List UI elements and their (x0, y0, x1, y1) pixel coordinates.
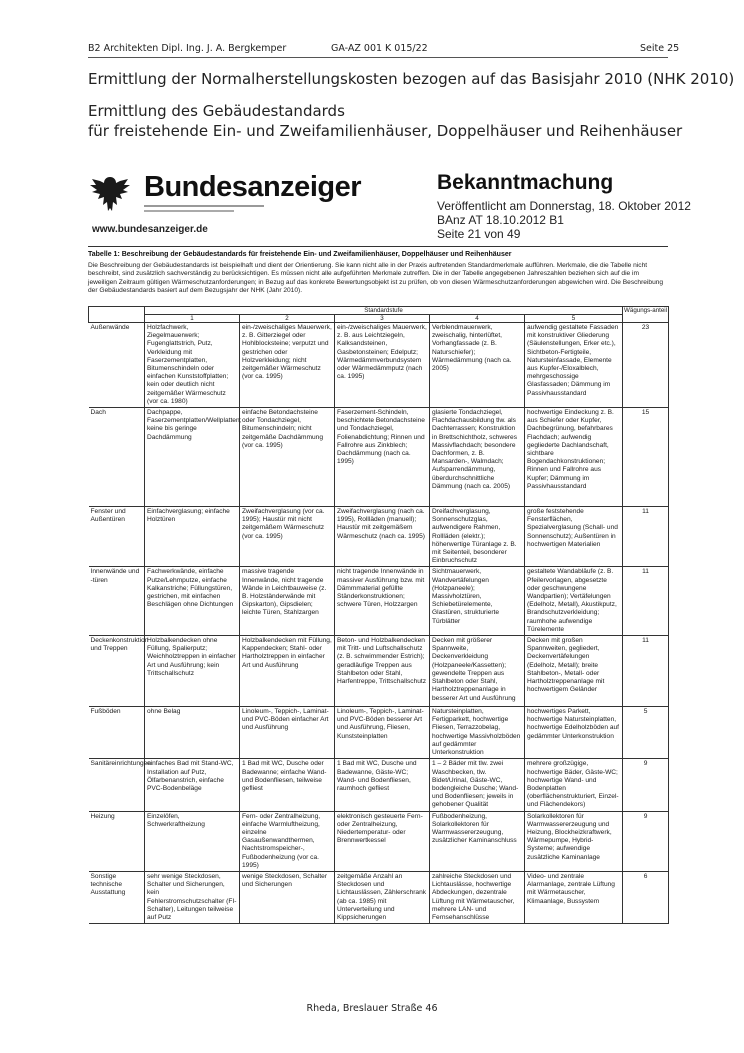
standard-cell: Decken mit größerer Spannweite, Deckenverkleidung (Holzpaneele/Kassetten); gewendelte Treppen aus Stahlbeton oder Stahl, Hartholztreppenanlage in besserer Art und Ausführung (430, 636, 525, 707)
row-label: Außenwände (89, 323, 145, 408)
standard-cell: massive tragende Innenwände, nicht tragende Wände in Leichtbauweise (z. B. Holzständerwände mit Gipskarton), Gipsdielen; leichte Türen, Stahlzargen (240, 567, 335, 636)
table-row (89, 507, 669, 567)
standard-cell: Holzbalkendecken mit Füllung, Kappendecken; Stahl- oder Hartholztreppen in einfacher Art und Ausführung (240, 636, 335, 707)
standard-cell: Solarkollektoren für Warmwassererzeugung und Heizung, Blockheizkraftwerk, Wärmepumpe, Hybrid-Systeme; aufwendige zusätzliche Kaminanlage (525, 811, 623, 871)
weight-cell: 9 (623, 759, 669, 811)
standard-cell: 1 – 2 Bäder mit tlw. zwei Waschbecken, tlw. Bidet/Urinal, Gäste-WC, bodengleiche Dusche; Wand- und Bodenfliesen; jeweils in gehobener Qualität (430, 759, 525, 811)
row-label: Innenwände und -türen (89, 567, 145, 636)
banz-reference: BAnz AT 18.10.2012 B1 (437, 213, 564, 227)
weight-cell: 15 (623, 408, 669, 507)
standard-cell: Holzfachwerk, Ziegelmauerwerk; Fugenglattstrich, Putz, Verkleidung mit Faserzementplatten, Bitumenschindeln oder einfachen Kunststoffplatten; kein oder deutlich nicht zeitgemäßer Wärmeschutz (vor ca. 1980) (145, 323, 240, 408)
standard-cell: 1 Bad mit WC, Dusche oder Badewanne; einfache Wand- und Bodenfliesen, teilweise gefliest (240, 759, 335, 811)
header-left: B2 Architekten Dipl. Ing. J. A. Bergkemper (88, 43, 287, 54)
table-row (89, 636, 669, 707)
row-label: Fenster und Außentüren (89, 507, 145, 567)
level-header: 3 (335, 315, 430, 323)
row-label: Sonstige technische Ausstattung (89, 871, 145, 923)
weight-cell: 5 (623, 707, 669, 759)
weight-header: Wägungs-anteil (623, 307, 669, 323)
title-main: Ermittlung der Normalherstellungskosten bezogen auf das Basisjahr 2010 (NHK 2010) (88, 70, 735, 88)
logo-subline (144, 205, 264, 207)
header-rule (88, 57, 668, 58)
table-row (89, 567, 669, 636)
standard-cell: ein-/zweischaliges Mauerwerk, z. B. Gitterziegel oder Hohlblocksteine; verputzt und gestrichen oder Holzverkleidung; nicht zeitgemäßer Wärmeschutz (vor ca. 1995) (240, 323, 335, 408)
table-title: Tabelle 1: Beschreibung der Gebäudestandards für freistehende Ein- und Zweifamilienhäuser, Doppelhäuser und Reihenhäuser (88, 251, 512, 258)
standard-header: Standardstufe (145, 307, 623, 315)
standard-cell: Dreifachverglasung, Sonnenschutzglas, aufwendigere Rahmen, Rollläden (elektr.); höherwertige Türanlage z. B. mit Seitenteil, besonderer Einbruchschutz (430, 507, 525, 567)
section-rule (88, 246, 668, 247)
weight-cell: 11 (623, 636, 669, 707)
table-row (89, 707, 669, 759)
row-label: Deckenkonstruktion und Treppen (89, 636, 145, 707)
standard-cell: Faserzement-Schindeln, beschichtete Betondachsteine und Tondachziegel, Folienabdichtung; Rinnen und Fallrohre aus Zinkblech; Dachdämmung (nach ca. 1995) (335, 408, 430, 507)
standard-cell: nicht tragende Innenwände in massiver Ausführung bzw. mit Dämmmaterial gefüllte Ständerkonstruktionen; schwere Türen, Holzzargen (335, 567, 430, 636)
standard-cell: große feststehende Fensterflächen, Spezialverglasung (Schall- und Sonnenschutz); Außentüren in hochwertigen Materialien (525, 507, 623, 567)
standard-cell: Natursteinplatten, Fertigparkett, hochwertige Fliesen, Terrazzobelag, hochwertige Massivholzböden auf gedämmter Unterkonstruktion (430, 707, 525, 759)
logo-subline-2 (144, 210, 234, 212)
standard-cell: sehr wenige Steckdosen, Schalter und Sicherungen, kein Fehlerstromschutzschalter (FI-Schalter), Leitungen teilweise auf Putz (145, 871, 240, 923)
standard-cell: zeitgemäße Anzahl an Steckdosen und Lichtauslässen, Zählerschrank (ab ca. 1985) mit Unterverteilung und Kippsicherungen (335, 871, 430, 923)
standard-cell: Einzelöfen, Schwerkraftheizung (145, 811, 240, 871)
standard-cell: Verblendmauerwerk, zweischalig, hinterlüftet, Vorhangfassade (z. B. Naturschiefer); Wärmedämmung (nach ca. 2005) (430, 323, 525, 408)
standard-cell: glasierte Tondachziegel, Flachdachausbildung tlw. als Dachterrassen; Konstruktion in Brettschichtholz, schweres Massivflachdach; besondere Dachformen, z. B. Mansarden-, Walmdach; Aufsparrendämmung, überdurchschnittliche Dämmung (nach ca. 2005) (430, 408, 525, 507)
standard-cell: elektronisch gesteuerte Fern- oder Zentralheizung, Niedertemperatur- oder Brennwertkessel (335, 811, 430, 871)
table-description: Die Beschreibung der Gebäudestandards ist beispielhaft und dient der Orientierung. Sie kann nicht alle in der Praxis auftretenden Standardmerkmale aufführen. Merkmale, die die Tabelle nicht beschreibt, sind zusätzlich sachverständig zu berücksichtigen. Es müssen nicht alle aufgeführten Merkmale zutreffen. Die in der Tabelle angegebenen Jahreszahlen beziehen sich auf die im jeweiligen Zeitraum gültigen Wärmeschutzanforderungen; in Bezug auf das konkrete Bewertungsobjekt ist zu prüfen, ob von diesen Wärmeschutzanforderungen abgewichen wird. Die Beschreibung der Gebäudestandards basiert auf dem Bezugsjahr der NHK (Jahr 2010). (88, 262, 664, 294)
bekanntmachung-heading: Bekanntmachung (437, 171, 614, 194)
corner-cell (89, 307, 145, 323)
title-sub-2: für freistehende Ein- und Zweifamilienhäuser, Doppelhäuser und Reihenhäuser (88, 122, 683, 140)
header-center: GA-AZ 001 K 015/22 (331, 43, 428, 54)
source-page: Seite 21 von 49 (437, 227, 521, 241)
level-header: 5 (525, 315, 623, 323)
row-label: Dach (89, 408, 145, 507)
standard-cell: einfache Betondachsteine oder Tondachziegel, Bitumenschindeln; nicht zeitgemäße Dachdämmung (vor ca. 1995) (240, 408, 335, 507)
standard-cell: mehrere großzügige, hochwertige Bäder, Gäste-WC; hochwertige Wand- und Bodenplatten (oberflächenstrukturiert, Einzel- und Flächendekors) (525, 759, 623, 811)
standard-cell: Fußbodenheizung, Solarkollektoren für Warmwassererzeugung, zusätzlicher Kaminanschluss (430, 811, 525, 871)
weight-cell: 23 (623, 323, 669, 408)
standards-table (88, 306, 669, 924)
standard-cell: Decken mit großen Spannweiten, gegliedert, Deckenvertäfelungen (Edelholz, Metall); breite Stahlbeton-, Metall- oder Hartholztreppenanlage mit hochwertigem Geländer (525, 636, 623, 707)
standard-cell: gestaltete Wandabläufe (z. B. Pfeilervorlagen, abgesetzte oder geschwungene Wandpartien); Vertäfelungen (Edelholz, Metall), Akustikputz, Brandschutzverkleidung; raumhohe aufwendige Türelemente (525, 567, 623, 636)
standard-cell: ohne Belag (145, 707, 240, 759)
eagle-emblem-icon (88, 175, 132, 215)
standard-cell: ein-/zweischaliges Mauerwerk, z. B. aus Leichtziegeln, Kalksandsteinen, Gasbetonsteinen; Edelputz; Wärmedämmverbundsystem oder Wärmedämmputz (nach ca. 1995) (335, 323, 430, 408)
level-header: 1 (145, 315, 240, 323)
row-label: Heizung (89, 811, 145, 871)
standard-cell: Linoleum-, Teppich-, Laminat- und PVC-Böden einfacher Art und Ausführung (240, 707, 335, 759)
standard-cell: Einfachverglasung; einfache Holztüren (145, 507, 240, 567)
row-label: Sanitäreinrichtungen (89, 759, 145, 811)
title-sub-1: Ermittlung des Gebäudestandards (88, 102, 345, 120)
standard-cell: zahlreiche Steckdosen und Lichtauslässe, hochwertige Abdeckungen, dezentrale Lüftung mit Wärmetauscher, mehrere LAN- und Fernsehanschlüsse (430, 871, 525, 923)
table-row (89, 871, 669, 923)
level-header: 2 (240, 315, 335, 323)
standard-cell: Dachpappe, Faserzementplatten/Wellplatten; keine bis geringe Dachdämmung (145, 408, 240, 507)
table-row (89, 811, 669, 871)
weight-cell: 11 (623, 507, 669, 567)
standard-cell: Sichtmauerwerk, Wandvertäfelungen (Holzpaneele); Massivholztüren, Schiebetürelemente, Glastüren, strukturierte Türblätter (430, 567, 525, 636)
weight-cell: 6 (623, 871, 669, 923)
standard-cell: Beton- und Holzbalkendecken mit Tritt- und Luftschallschutz (z. B. schwimmender Estrich); geradläufige Treppen aus Stahlbeton oder Stahl, Harfentreppe, Trittschallschutz (335, 636, 430, 707)
row-label: Fußböden (89, 707, 145, 759)
standard-cell: einfaches Bad mit Stand-WC, Installation auf Putz, Ölfarbenanstrich, einfache PVC-Bodenbeläge (145, 759, 240, 811)
weight-cell: 11 (623, 567, 669, 636)
standard-cell: Zweifachverglasung (nach ca. 1995), Rollläden (manuell); Haustür mit zeitgemäßem Wärmeschutz (nach ca. 1995) (335, 507, 430, 567)
standard-cell: hochwertiges Parkett, hochwertige Natursteinplatten, hochwertige Edelholzböden auf gedämmter Unterkonstruktion (525, 707, 623, 759)
standard-cell: aufwendig gestaltete Fassaden mit konstruktiver Gliederung (Säulenstellungen, Erker etc.), Sichtbeton-Fertigteile, Natursteinfassade, Elemente aus Kupfer-/Eloxalblech, mehrgeschossige Glasfassaden; Dämmung im Passivhausstandard (525, 323, 623, 408)
standard-cell: wenige Steckdosen, Schalter und Sicherungen (240, 871, 335, 923)
standard-cell: Linoleum-, Teppich-, Laminat- und PVC-Böden besserer Art und Ausführung, Fliesen, Kunststeinplatten (335, 707, 430, 759)
header-right: Seite 25 (640, 43, 680, 54)
bundesanzeiger-url: www.bundesanzeiger.de (92, 224, 208, 235)
standard-cell: hochwertige Eindeckung z. B. aus Schiefer oder Kupfer, Dachbegrünung, befahrbares Flachdach; aufwendig gegliederte Dachlandschaft, sichtbare Bogendachkonstruktionen; Rinnen und Fallrohre aus Kupfer; Dämmung im Passivhausstandard (525, 408, 623, 507)
weight-cell: 9 (623, 811, 669, 871)
standard-cell: Zweifachverglasung (vor ca. 1995); Haustür mit nicht zeitgemäßem Wärmeschutz (vor ca. 1995) (240, 507, 335, 567)
level-header: 4 (430, 315, 525, 323)
standard-cell: 1 Bad mit WC, Dusche und Badewanne, Gäste-WC; Wand- und Bodenfliesen, raumhoch gefliest (335, 759, 430, 811)
standard-cell: Video- und zentrale Alarmanlage, zentrale Lüftung mit Wärmetauscher, Klimaanlage, Bussystem (525, 871, 623, 923)
bundesanzeiger-logo: Bundesanzeiger (144, 171, 361, 203)
standard-cell: Fachwerkwände, einfache Putze/Lehmputze, einfache Kalkanstriche; Füllungstüren, gestrichen, mit einfachen Beschlägen ohne Dichtungen (145, 567, 240, 636)
published-date: Veröffentlicht am Donnerstag, 18. Oktober 2012 (437, 199, 691, 213)
table-row (89, 759, 669, 811)
table-row (89, 323, 669, 408)
table-row (89, 408, 669, 507)
page-footer: Rheda, Breslauer Straße 46 (306, 1003, 438, 1014)
standard-cell: Holzbalkendecken ohne Füllung, Spalierputz; Weichholztreppen in einfacher Art und Ausführung; kein Trittschallschutz (145, 636, 240, 707)
standard-cell: Fern- oder Zentralheizung, einfache Warmluftheizung, einzelne Gasaußenwandthermen, Nachtstromspeicher-, Fußbodenheizung (vor ca. 1995) (240, 811, 335, 871)
